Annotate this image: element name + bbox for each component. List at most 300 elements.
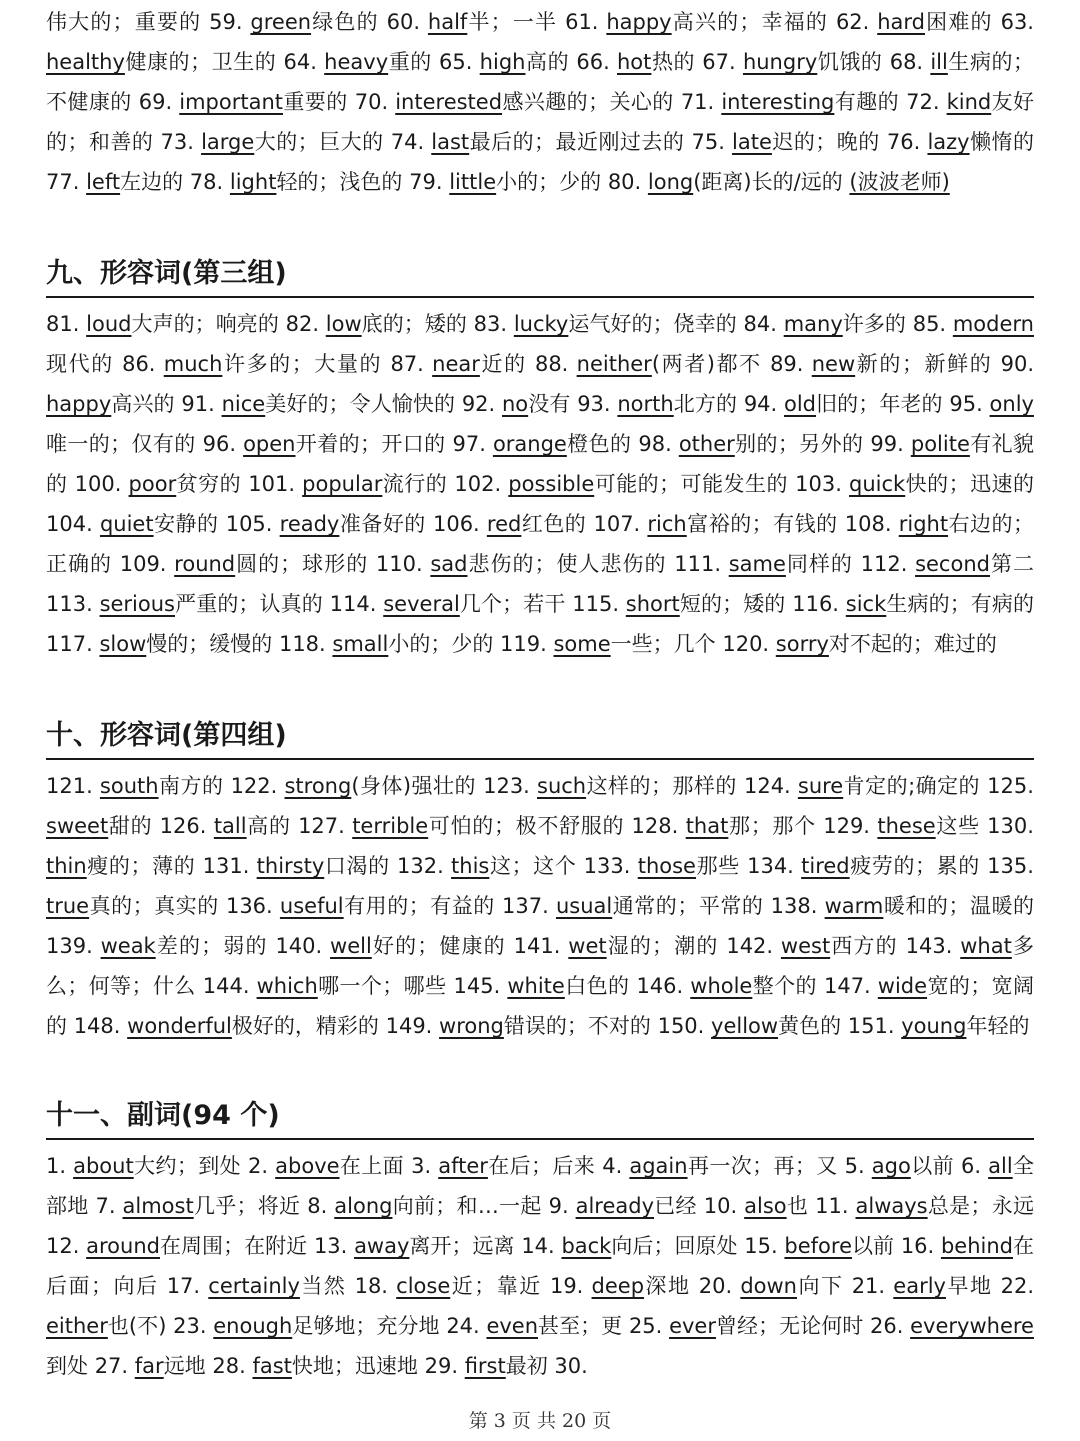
entry-meaning: 瘦的；薄的 <box>86 854 196 878</box>
entry-meaning: 对不起的；难过的 <box>828 632 997 656</box>
vocab-entry <box>284 50 432 74</box>
entry-meaning: 友好的；和善的 <box>46 90 1035 154</box>
entry-number: 98. <box>638 432 672 456</box>
entry-number: 146. <box>636 974 684 998</box>
entry-number: 77. <box>46 170 80 194</box>
entry-meaning: 贫穷的 <box>176 472 242 496</box>
entry-number: 66. <box>576 50 610 74</box>
entry-meaning: 近的 <box>479 352 527 376</box>
vocab-entry <box>275 934 505 958</box>
entry-number: 135. <box>987 854 1034 878</box>
entry-word: hot <box>617 50 652 74</box>
entry-meaning: 甜的 <box>108 814 153 838</box>
entry-word: far <box>134 1354 164 1378</box>
entry-number: 6. <box>961 1154 982 1178</box>
entry-meaning: 新的；新鲜的 <box>855 352 993 376</box>
entry-meaning: 以前 <box>852 1234 895 1258</box>
entry-meaning: 曾经；无论何时 <box>715 1314 864 1338</box>
entry-meaning: 这样的；那样的 <box>586 774 737 798</box>
entry-number: 133. <box>583 854 631 878</box>
entry-number: 88. <box>534 352 569 376</box>
entry-meaning: 甚至；更 <box>538 1314 623 1338</box>
vocab-entry <box>286 312 467 336</box>
entry-word: sick <box>845 592 887 616</box>
entry-meaning: 别的；另外的 <box>734 432 864 456</box>
entry-meaning: 底的；矮的 <box>361 312 467 336</box>
entry-number: 123. <box>483 774 530 798</box>
vocab-entry <box>702 50 882 74</box>
entry-number: 30. <box>554 1354 588 1378</box>
entry-number: 61. <box>565 10 599 34</box>
entry-meaning: 好的；健康的 <box>371 934 506 958</box>
entry-word: half <box>427 10 468 34</box>
entry-word: all <box>988 1154 1013 1178</box>
entry-meaning: 离开；远离 <box>409 1234 515 1258</box>
entry-word: high <box>479 50 526 74</box>
entry-number: 81. <box>46 312 80 336</box>
entry-word: possible <box>508 472 595 496</box>
entry-meaning: 准备好的 <box>339 512 426 536</box>
entry-meaning: 最后的；最近刚过去的 <box>469 130 685 154</box>
entry-word: green <box>250 10 312 34</box>
entry-word: already <box>575 1194 655 1218</box>
vocab-entry <box>226 894 495 918</box>
vocab-entry <box>704 1194 808 1218</box>
vocab-entry <box>550 1274 691 1298</box>
entry-meaning: 在后；后来 <box>487 1154 596 1178</box>
entry-meaning: 在周围；在附近 <box>159 1234 308 1258</box>
vocab-entry <box>390 352 526 376</box>
vocab-entry <box>795 472 1034 496</box>
entry-word: yellow <box>711 1014 779 1038</box>
entry-meaning: 也(不) <box>107 1314 167 1338</box>
entry-meaning: 悲伤的；使人悲伤的 <box>467 552 667 576</box>
entry-meaning: 这些 <box>935 814 980 838</box>
entry-word: interesting <box>721 90 835 114</box>
entry-word: early <box>893 1274 946 1298</box>
entry-word: same <box>728 552 786 576</box>
entry-number: 19. <box>549 1274 584 1298</box>
entry-number: 110. <box>375 552 423 576</box>
entry-word: lazy <box>927 130 970 154</box>
entry-number: 143. <box>905 934 953 958</box>
entry-meaning: 热的 <box>651 50 696 74</box>
entry-meaning: 饥饿的 <box>817 50 883 74</box>
entry-word: useful <box>279 894 344 918</box>
vocab-entry <box>433 512 586 536</box>
entry-word: also <box>744 1194 787 1218</box>
entry-number: 111. <box>674 552 722 576</box>
entry-meaning: 高的 <box>525 50 570 74</box>
entry-meaning: 几乎；将近 <box>193 1194 301 1218</box>
entry-number: 95. <box>949 392 983 416</box>
entry-number: 106. <box>432 512 480 536</box>
entry-word: tall <box>213 814 247 838</box>
entry-meaning: 湿的；潮的 <box>606 934 719 958</box>
vocab-entry <box>248 1154 404 1178</box>
entry-number: 86. <box>122 352 156 376</box>
entry-word: such <box>537 774 587 798</box>
entry-word: long <box>647 170 694 194</box>
vocab-entry <box>139 90 348 114</box>
vocab-entry <box>411 1154 595 1178</box>
entry-meaning: 极好的，精彩的 <box>231 1014 379 1038</box>
entry-word: almost <box>122 1194 194 1218</box>
entry-number: 26. <box>870 1314 904 1338</box>
entry-meaning: 半；一半 <box>467 10 558 34</box>
entry-meaning: 圆的；球形的 <box>235 552 369 576</box>
entry-meaning: 有用的；有益的 <box>343 894 495 918</box>
entry-word: right <box>898 512 949 536</box>
entry-word: sure <box>797 774 844 798</box>
entry-word: either <box>46 1314 108 1338</box>
vocab-entry <box>744 312 906 336</box>
entry-meaning: 有趣的 <box>834 90 899 114</box>
vocab-entry <box>861 552 1034 576</box>
entry-number: 2. <box>248 1154 269 1178</box>
vocab-entry <box>577 392 737 416</box>
entry-word: wet <box>568 934 607 958</box>
entry-number: 76. <box>886 130 921 154</box>
vocab-entry <box>355 90 674 114</box>
vocab-entry <box>203 854 390 878</box>
entry-word: open <box>243 432 296 456</box>
entry-number: 139. <box>46 934 93 958</box>
vocab-entry <box>248 472 447 496</box>
entry-word: healthy <box>46 50 125 74</box>
entry-meaning: 流行的 <box>382 472 448 496</box>
entry-meaning: 几个；若干 <box>459 592 566 616</box>
entry-number: 79. <box>409 170 443 194</box>
entry-meaning: 南方的 <box>158 774 224 798</box>
entry-word: about <box>73 1154 134 1178</box>
entry-meaning: 那；那个 <box>728 814 816 838</box>
vocab-entry <box>691 130 879 154</box>
vocab-entry <box>161 130 384 154</box>
entry-number: 73. <box>160 130 194 154</box>
vocab-entry <box>226 512 426 536</box>
vocab-entry <box>770 352 992 376</box>
vocab-entry <box>190 170 403 194</box>
entry-meaning: 高兴的；幸福的 <box>671 10 829 34</box>
vocab-entry <box>576 50 695 74</box>
vocab-entry <box>46 632 272 656</box>
entry-word: second <box>915 552 990 576</box>
entry-word: thirsty <box>256 854 325 878</box>
entry-meaning: 暖和的；温暖的 <box>883 894 1034 918</box>
entry-number: 141. <box>513 934 561 958</box>
entry-word: left <box>86 170 121 194</box>
entry-meaning: 向前；和…一起 <box>392 1194 542 1218</box>
vocab-entry <box>391 130 685 154</box>
entry-number: 15. <box>744 1234 778 1258</box>
entry-word: ready <box>279 512 340 536</box>
entry-word: deep <box>591 1274 645 1298</box>
entry-word: that <box>685 814 729 838</box>
entry-number: 94. <box>743 392 778 416</box>
entry-word: weak <box>100 934 156 958</box>
entry-word: well <box>330 934 372 958</box>
vocab-entry <box>771 894 1034 918</box>
entry-word: lucky <box>513 312 569 336</box>
entry-word: this <box>451 854 490 878</box>
vocab-entry <box>279 632 493 656</box>
vocab-entry <box>502 894 763 918</box>
entry-word: happy <box>606 10 672 34</box>
entry-word: usual <box>555 894 613 918</box>
entry-word: above <box>275 1154 340 1178</box>
entry-word: little <box>449 170 497 194</box>
vocab-entry <box>584 854 740 878</box>
entry-word: kind <box>946 90 992 114</box>
entry-meaning: 小的；少的 <box>496 170 602 194</box>
entry-meaning: 严重的；认真的 <box>175 592 323 616</box>
entry-number: 148. <box>73 1014 121 1038</box>
vocab-entry <box>823 814 980 838</box>
entry-number: 136. <box>225 894 273 918</box>
entry-number: 67. <box>702 50 736 74</box>
entry-word: new <box>811 352 856 376</box>
vocab-entry <box>307 1194 541 1218</box>
entry-meaning: 北方的 <box>673 392 738 416</box>
entry-meaning: 总是；永远 <box>927 1194 1034 1218</box>
vocab-entry <box>500 632 716 656</box>
entry-word: thin <box>46 854 87 878</box>
entry-meaning: 多么；何等；什么 <box>46 934 1034 998</box>
entry-meaning: (身体)强壮的 <box>351 774 476 798</box>
vocab-entry <box>744 1234 894 1258</box>
entry-word: sad <box>430 552 468 576</box>
entry-number: 130. <box>987 814 1034 838</box>
entry-meaning: 当然 <box>299 1274 347 1298</box>
vocab-entry <box>314 1234 515 1258</box>
vocab-entry <box>565 10 828 34</box>
entry-word: near <box>432 352 480 376</box>
vocab-entry <box>549 1194 697 1218</box>
entry-word: true <box>46 894 90 918</box>
vocab-entry <box>521 1234 737 1258</box>
entry-word: sweet <box>46 814 109 838</box>
entry-number: 100. <box>74 472 122 496</box>
entry-meaning: 黄色的 <box>778 1014 842 1038</box>
vocab-entry <box>75 472 241 496</box>
entry-number: 97. <box>452 432 486 456</box>
vocab-entry <box>602 1154 837 1178</box>
vocab-entry <box>681 90 899 114</box>
vocab-entry <box>852 1274 993 1298</box>
entry-number: 82. <box>285 312 320 336</box>
entry-word: modern <box>952 312 1034 336</box>
entry-meaning: 白色的 <box>564 974 630 998</box>
entry-meaning: 一些；几个 <box>610 632 716 656</box>
entry-word: low <box>325 312 362 336</box>
entry-number: 87. <box>390 352 424 376</box>
entry-word: red <box>486 512 522 536</box>
entry-meaning: 小的；少的 <box>388 632 494 656</box>
entry-word: last <box>431 130 470 154</box>
entry-number: 128. <box>631 814 679 838</box>
entry-number: 60. <box>386 10 421 34</box>
entry-meaning: 橙色的 <box>566 432 632 456</box>
vocab-entry <box>46 512 219 536</box>
vocab-entry <box>454 974 630 998</box>
entry-word: first <box>464 1354 506 1378</box>
entry-word: happy <box>46 392 112 416</box>
vocab-entry <box>167 1274 347 1298</box>
entry-meaning: 在后面；向后 <box>46 1234 1035 1298</box>
entry-number: 93. <box>577 392 611 416</box>
section-heading-9: 九、形容词(第三组) <box>46 256 1034 298</box>
entry-number: 23. <box>173 1314 207 1338</box>
vocab-entry <box>160 814 291 838</box>
entry-word: before <box>784 1234 852 1258</box>
entry-number: 21. <box>851 1274 886 1298</box>
entry-number: 24. <box>446 1314 480 1338</box>
entry-word: hungry <box>742 50 818 74</box>
entry-meaning: 宽的；宽阔的 <box>46 974 1034 1038</box>
entry-number: 96. <box>202 432 237 456</box>
entry-word: wrong <box>439 1014 504 1038</box>
entry-meaning: 生病的；有病的 <box>886 592 1035 616</box>
entry-number: 71. <box>680 90 715 114</box>
entry-number: 151. <box>847 1014 895 1038</box>
entry-number: 4. <box>602 1154 623 1178</box>
vocab-entry <box>46 170 183 194</box>
entry-word: north <box>617 392 674 416</box>
entry-meaning: 深地 <box>644 1274 691 1298</box>
entry-meaning: 迟的；晚的 <box>771 130 880 154</box>
entry-meaning: 整个的 <box>752 974 817 998</box>
entry-meaning: 早地 <box>945 1274 993 1298</box>
entry-word: ago <box>871 1154 911 1178</box>
entry-meaning: 西方的 <box>830 934 898 958</box>
entry-number: 74. <box>390 130 425 154</box>
entry-word: away <box>354 1234 410 1258</box>
entry-number: 25. <box>628 1314 663 1338</box>
entry-number: 8. <box>307 1194 328 1218</box>
entry-number: 108. <box>844 512 892 536</box>
entry-word: (波波老师) <box>849 170 950 194</box>
entry-meaning: 也 <box>786 1194 809 1218</box>
entry-word: poor <box>128 472 177 496</box>
entry-number: 117. <box>46 632 93 656</box>
entry-number: 104. <box>46 512 93 536</box>
vocab-entry <box>638 432 863 456</box>
vocab-entry <box>483 774 737 798</box>
entry-meaning: 错误的；不对的 <box>503 1014 651 1038</box>
vocab-entry <box>439 50 569 74</box>
entry-number: 78. <box>189 170 224 194</box>
entry-word: whole <box>690 974 753 998</box>
entry-word: behind <box>940 1234 1013 1258</box>
entry-number: 126. <box>159 814 207 838</box>
vocab-block-10 <box>46 766 1034 1046</box>
vocab-entry <box>409 170 601 194</box>
entry-number: 140. <box>275 934 323 958</box>
vocab-entry <box>46 1234 307 1258</box>
entry-word: after <box>438 1154 488 1178</box>
entry-number: 132. <box>396 854 444 878</box>
entry-number: 137. <box>502 894 549 918</box>
vocab-entry <box>209 10 379 34</box>
section-heading-10: 十、形容词(第四组) <box>46 718 1034 760</box>
entry-word: slow <box>99 632 147 656</box>
entry-meaning: 有礼貌的 <box>46 432 1034 496</box>
entry-number: 13. <box>313 1234 348 1258</box>
vocab-entry <box>815 1194 1034 1218</box>
entry-meaning: 差的；弱的 <box>155 934 268 958</box>
entry-number: 115. <box>572 592 619 616</box>
vocab-entry <box>425 1354 548 1378</box>
entry-meaning: 这；这个 <box>489 854 577 878</box>
entry-meaning: 短的；矮的 <box>679 592 786 616</box>
entry-meaning: 左边的 <box>120 170 184 194</box>
entry-number: 12. <box>46 1234 80 1258</box>
entry-word: quick <box>849 472 906 496</box>
vocab-entry <box>446 1314 622 1338</box>
entry-meaning: 再一次；再；又 <box>687 1154 838 1178</box>
entry-meaning: 健康的；卫生的 <box>124 50 277 74</box>
vocab-entry <box>747 854 980 878</box>
entry-number: 69. <box>138 90 173 114</box>
entry-word: loud <box>86 312 132 336</box>
entry-word: heavy <box>324 50 389 74</box>
entry-word: south <box>99 774 159 798</box>
vocab-entry <box>46 592 323 616</box>
entry-meaning: 生病的；不健康的 <box>46 50 1035 114</box>
entry-meaning: 大声的；响亮的 <box>131 312 279 336</box>
entry-number: 27. <box>94 1354 129 1378</box>
vocab-entry <box>376 552 667 576</box>
entry-word: sorry <box>775 632 829 656</box>
entry-word: other <box>678 432 735 456</box>
entry-word: ever <box>669 1314 716 1338</box>
entry-word: down <box>740 1274 797 1298</box>
entry-meaning: 大约；到处 <box>133 1154 241 1178</box>
entry-word: interested <box>395 90 503 114</box>
entry-word: important <box>179 90 283 114</box>
entry-number: 118. <box>278 632 326 656</box>
entry-word: tired <box>801 854 850 878</box>
entry-word: late <box>732 130 772 154</box>
entry-meaning: 向下 <box>797 1274 844 1298</box>
vocab-entry <box>474 312 737 336</box>
entry-meaning: 感兴趣的；关心的 <box>502 90 674 114</box>
entry-word: orange <box>492 432 567 456</box>
entry-word: which <box>256 974 318 998</box>
entry-number: 116. <box>792 592 839 616</box>
entry-meaning: 开着的；开口的 <box>295 432 446 456</box>
entry-word: enough <box>213 1314 293 1338</box>
entry-number: 144. <box>202 974 250 998</box>
entry-word: light <box>229 170 277 194</box>
entry-meaning: 许多的；大量的 <box>222 352 383 376</box>
vocab-entry <box>744 392 943 416</box>
entry-meaning: (距离)长的/远的 <box>693 170 843 194</box>
entry-meaning: 伟大的；重要的 <box>46 10 202 34</box>
entry-meaning: 高的 <box>246 814 291 838</box>
entry-word: some <box>553 632 611 656</box>
entry-word: always <box>855 1194 928 1218</box>
entry-word: white <box>507 974 565 998</box>
vocab-entry <box>46 1154 241 1178</box>
vocab-entry <box>397 854 576 878</box>
vocab-entry <box>173 1314 439 1338</box>
entry-word: neither <box>576 352 652 376</box>
entry-meaning: 绿色的 <box>311 10 379 34</box>
vocab-entry <box>462 392 571 416</box>
entry-number: 85. <box>912 312 947 336</box>
